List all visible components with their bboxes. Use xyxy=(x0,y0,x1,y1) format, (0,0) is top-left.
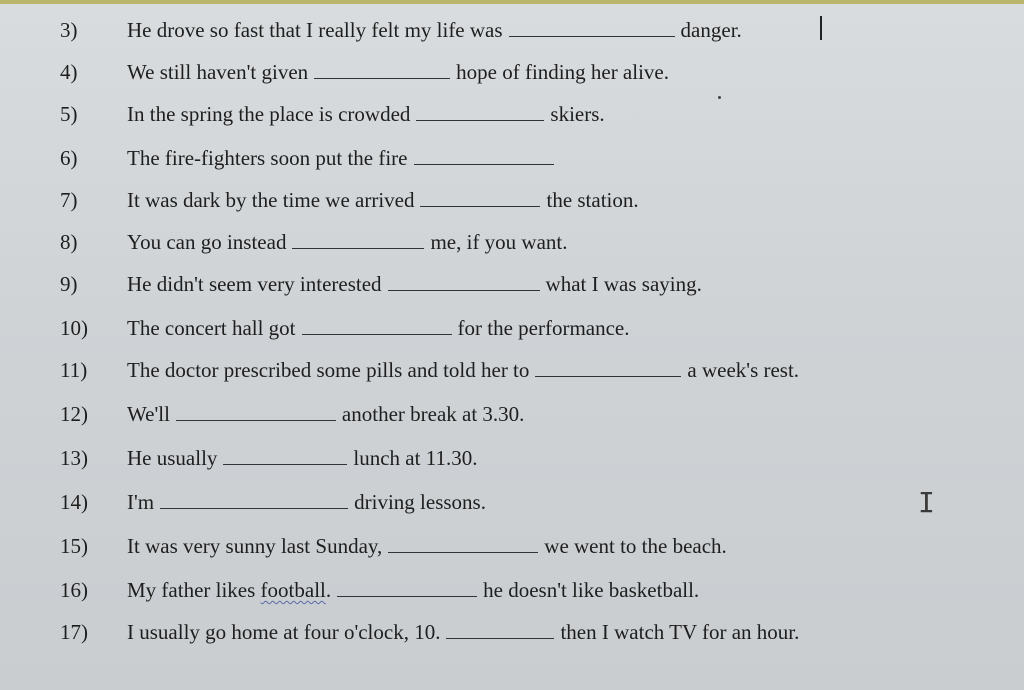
answer-blank[interactable] xyxy=(292,234,424,249)
item-sentence xyxy=(127,60,669,85)
item-number: 16) xyxy=(60,578,88,602)
sentence-start: My father likes xyxy=(127,578,256,602)
sentence-start: I usually go home at four o'clock, 10. xyxy=(127,620,441,644)
stray-dot xyxy=(718,96,721,99)
item-number: 3) xyxy=(60,18,78,42)
item-number: 4) xyxy=(60,60,78,84)
item-sentence xyxy=(127,316,630,341)
answer-blank[interactable] xyxy=(314,64,450,79)
item-number: 10) xyxy=(60,316,88,340)
sentence-end: the station. xyxy=(546,188,639,212)
sentence-end: what I was saying. xyxy=(545,272,702,296)
item-number: 11) xyxy=(60,358,88,382)
answer-blank[interactable] xyxy=(535,362,681,377)
sentence-end: then I watch TV for an hour. xyxy=(560,620,800,644)
answer-blank[interactable] xyxy=(388,538,538,553)
item-number: 14) xyxy=(60,490,88,514)
item-number: 7) xyxy=(60,188,78,212)
item-sentence xyxy=(127,446,477,471)
exercise-sheet xyxy=(0,4,1024,690)
item-number: 13) xyxy=(60,446,88,470)
sentence-end: for the performance. xyxy=(457,316,630,340)
item-sentence xyxy=(127,490,486,515)
item-number: 6) xyxy=(60,146,78,170)
sentence-start: It was dark by the time we arrived xyxy=(127,188,415,212)
sentence-end: we went to the beach. xyxy=(544,534,727,558)
sentence-end: skiers. xyxy=(550,102,605,126)
item-sentence xyxy=(127,188,639,213)
sentence-start: In the spring the place is crowded xyxy=(127,102,411,126)
answer-blank[interactable] xyxy=(420,192,540,207)
answer-blank[interactable] xyxy=(223,450,347,465)
sentence-start: I'm xyxy=(127,490,155,514)
sentence-start: He didn't seem very interested xyxy=(127,272,382,296)
item-number: 15) xyxy=(60,534,88,558)
answer-blank[interactable] xyxy=(414,150,554,165)
sentence-end: hope of finding her alive. xyxy=(456,60,669,84)
sentence-start: It was very sunny last Sunday, xyxy=(127,534,383,558)
ibeam-cursor-icon: I xyxy=(918,486,935,519)
item-sentence xyxy=(127,272,702,297)
item-sentence xyxy=(127,402,524,427)
sentence-start: We'll xyxy=(127,402,170,426)
item-sentence xyxy=(127,146,560,171)
sentence-end: a week's rest. xyxy=(687,358,800,382)
item-sentence xyxy=(127,534,727,559)
sentence-start: He drove so fast that I really felt my life was xyxy=(127,18,503,42)
sentence-punctuation: . xyxy=(325,578,332,602)
text-caret xyxy=(820,16,822,40)
answer-blank[interactable] xyxy=(446,624,554,639)
item-number: 17) xyxy=(60,620,88,644)
sentence-start: You can go instead xyxy=(127,230,287,254)
sentence-end: he doesn't like basketball. xyxy=(483,578,700,602)
item-sentence xyxy=(127,18,742,43)
answer-blank[interactable] xyxy=(160,494,348,509)
answer-blank[interactable] xyxy=(388,276,540,291)
answer-blank[interactable] xyxy=(176,406,336,421)
sentence-end: me, if you want. xyxy=(430,230,568,254)
sentence-start: He usually xyxy=(127,446,218,470)
item-sentence xyxy=(127,620,799,645)
item-number: 5) xyxy=(60,102,78,126)
item-sentence xyxy=(127,358,799,383)
sentence-start: We still haven't given xyxy=(127,60,309,84)
answer-blank[interactable] xyxy=(302,320,452,335)
sentence-end: another break at 3.30. xyxy=(341,402,525,426)
item-number: 12) xyxy=(60,402,88,426)
item-number: 9) xyxy=(60,272,78,296)
answer-blank[interactable] xyxy=(337,582,477,597)
answer-blank[interactable] xyxy=(416,106,544,121)
sentence-end: driving lessons. xyxy=(354,490,486,514)
answer-blank[interactable] xyxy=(509,22,675,37)
sentence-end: lunch at 11.30. xyxy=(353,446,478,470)
sentence-start: The concert hall got xyxy=(127,316,296,340)
item-number: 8) xyxy=(60,230,78,254)
item-sentence xyxy=(127,578,699,603)
sentence-end: danger. xyxy=(680,18,742,42)
spellcheck-underlined-word: football xyxy=(260,578,326,602)
sentence-start: The doctor prescribed some pills and told her to xyxy=(127,358,530,382)
sentence-start: The fire-fighters soon put the fire xyxy=(127,146,408,170)
item-sentence xyxy=(127,102,605,127)
item-sentence xyxy=(127,230,568,255)
